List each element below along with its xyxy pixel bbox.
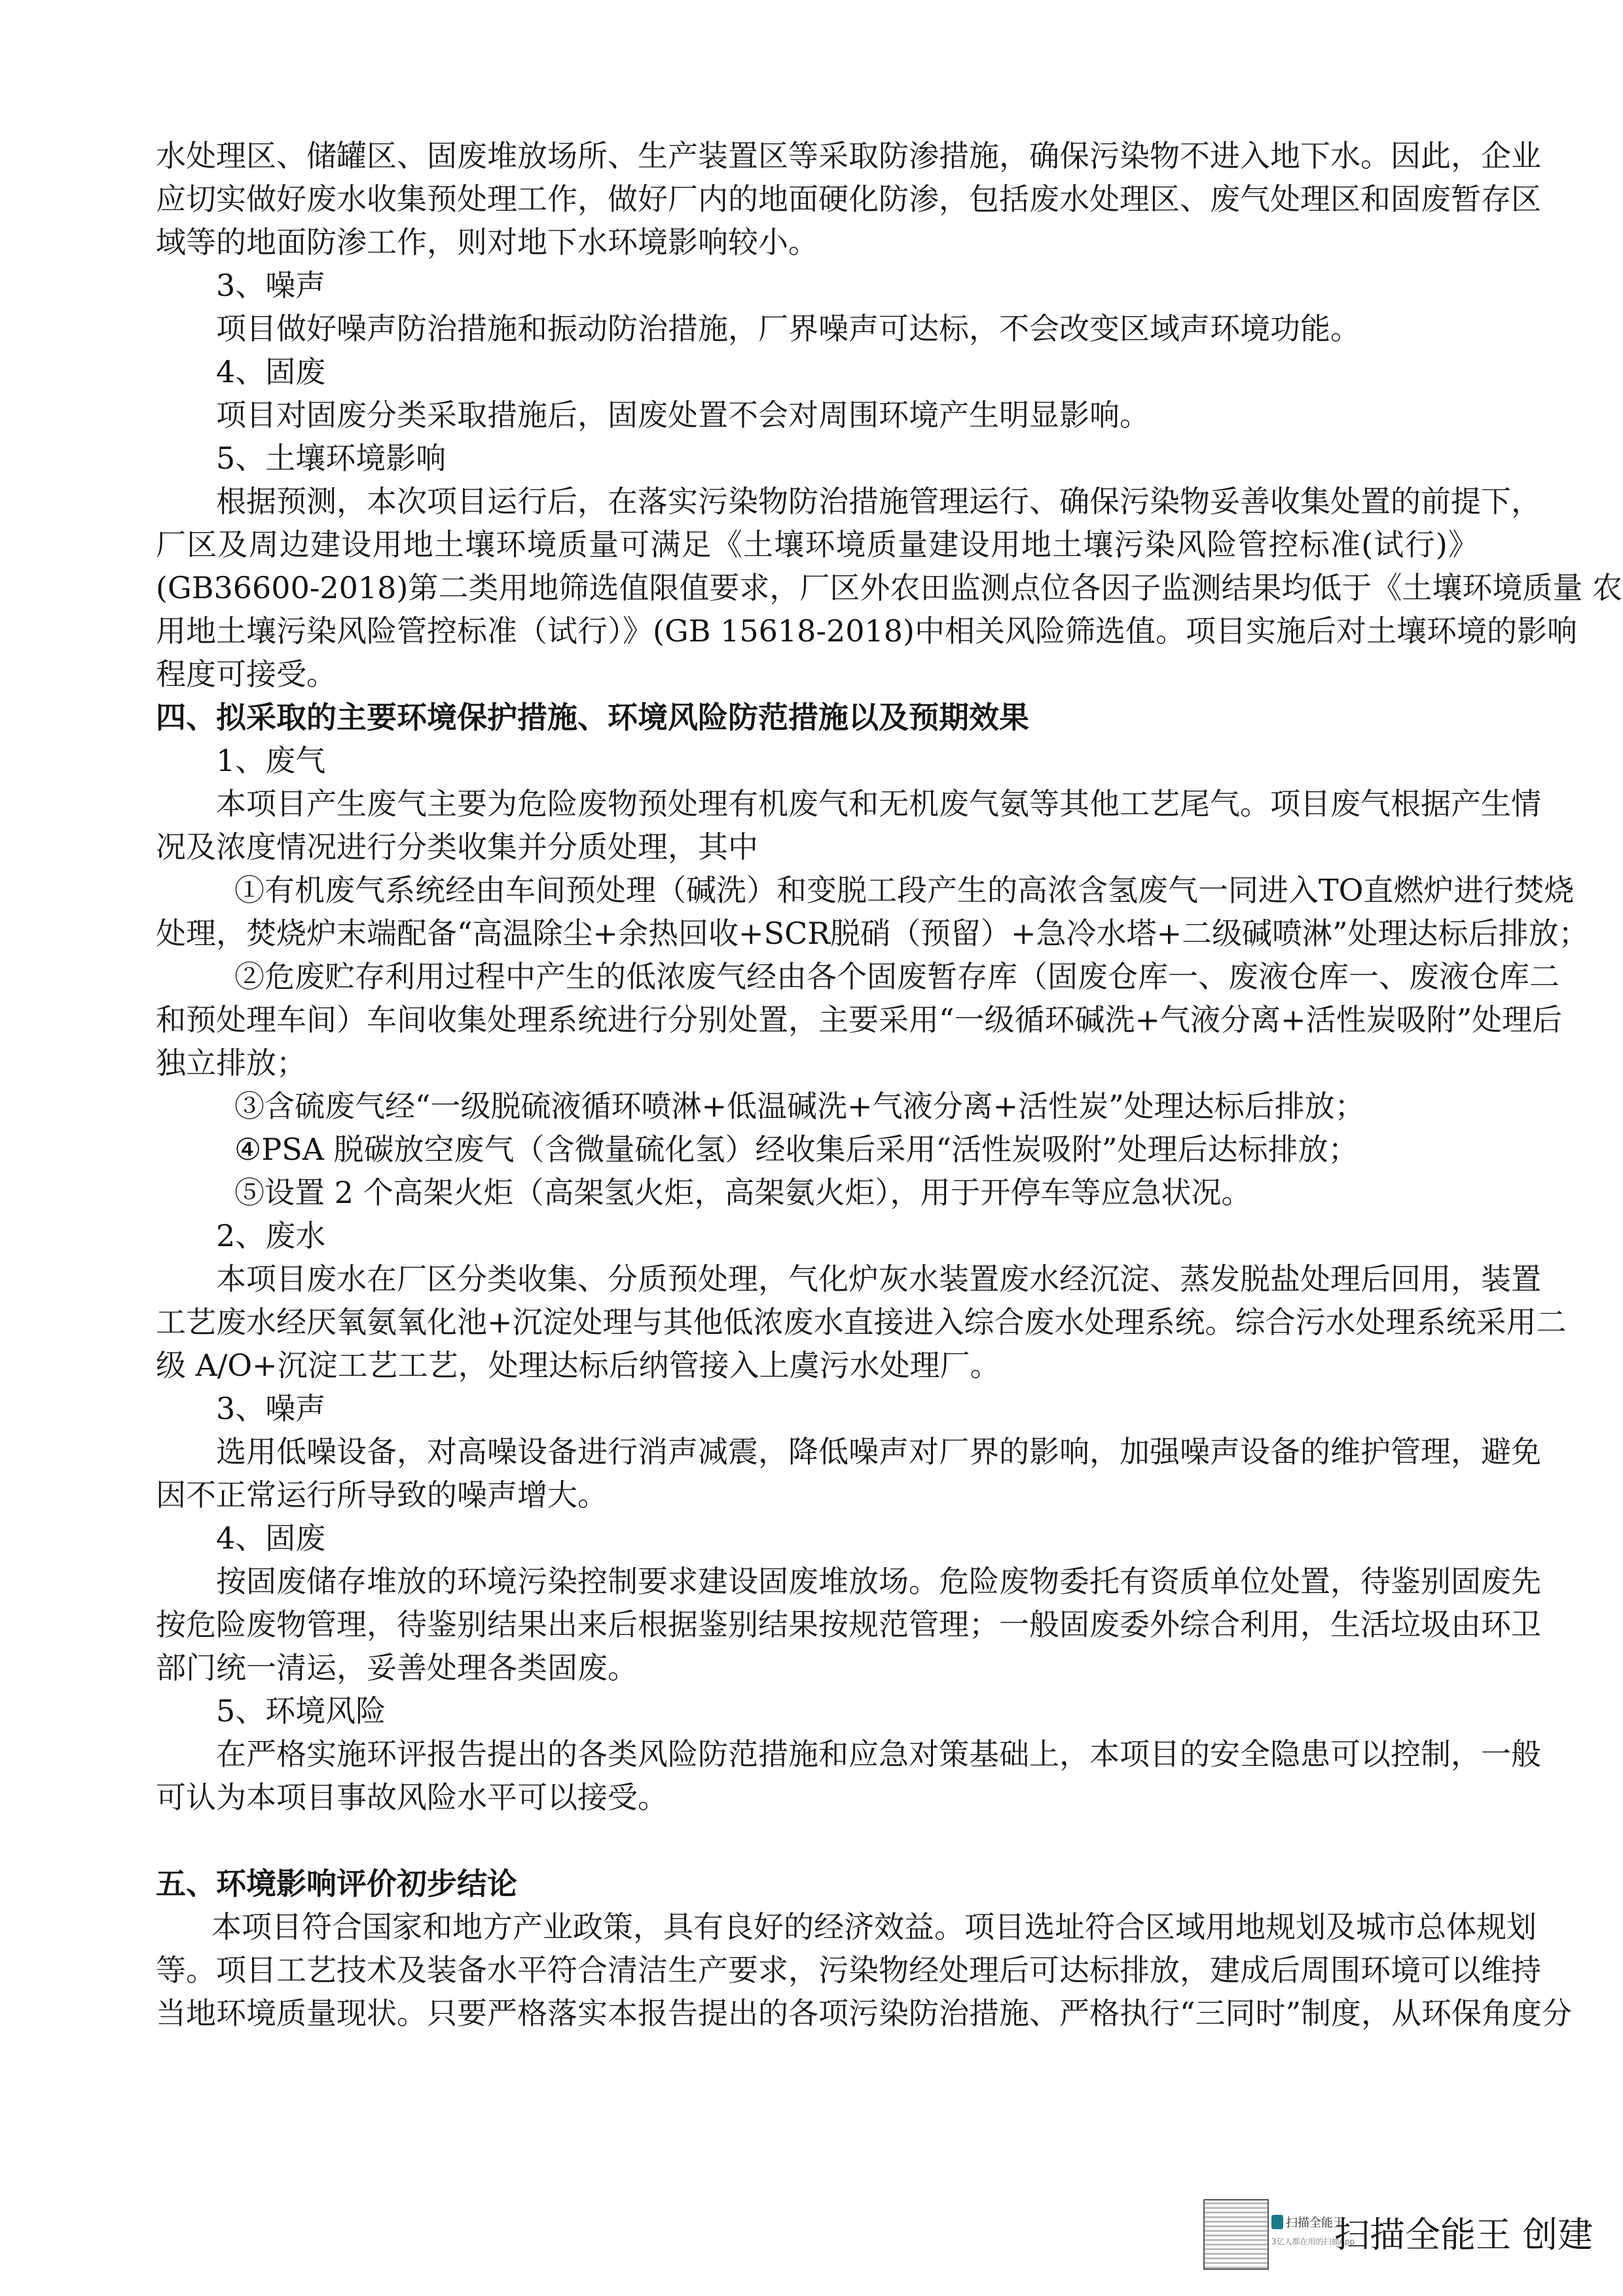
text-line: 况及浓度情况进行分类收集并分质处理，其中 [156, 829, 758, 865]
text-line: 在严格实施环评报告提出的各类风险防范措施和应急对策基础上，本项目的安全隐患可以控制，一般 [216, 1736, 1541, 1772]
text-line: 部门统一清运，妥善处理各类固废。 [156, 1650, 638, 1685]
text-line: 项目对固废分类采取措施后，固废处置不会对周围环境产生明显影响。 [216, 397, 1150, 433]
text-line: 3、噪声 [216, 268, 326, 303]
text-line: 水处理区、储罐区、固废堆放场所、生产装置区等采取防渗措施，确保污染物不进入地下水。因此，企业 [156, 138, 1541, 173]
text-line: 独立排放； [156, 1045, 306, 1081]
text-line: 按固废储存堆放的环境污染控制要求建设固废堆放场。危险废物委托有资质单位处置，待鉴别固废先 [216, 1564, 1541, 1599]
text-line: 5、土壤环境影响 [216, 440, 447, 476]
text-line: 5、环境风险 [216, 1693, 386, 1729]
app-slogan: 3亿人都在用的扫描App [1271, 2237, 1355, 2246]
text-line: ⑤设置 2 个高架火炬（高架氢火炬，高架氨火炬），用于开停车等应急状况。 [234, 1175, 1252, 1210]
text-line: 应切实做好废水收集预处理工作，做好厂内的地面硬化防渗，包括废水处理区、废气处理区和固废暂存区 [156, 181, 1541, 217]
text-line: 1、废气 [216, 743, 326, 778]
text-line: 因不正常运行所导致的噪声增大。 [156, 1477, 608, 1513]
text-line: ③含硫废气经“一级脱硫液循环喷淋+低温碱洗+气液分离+活性炭”处理达标后排放； [234, 1088, 1365, 1124]
text-line: 选用低噪设备，对高噪设备进行消声减震，降低噪声对厂界的影响，加强噪声设备的维护管理，避免 [216, 1434, 1541, 1469]
text-line: 可认为本项目事故风险水平可以接受。 [156, 1780, 668, 1815]
text-line: 域等的地面防渗工作，则对地下水环境影响较小。 [156, 224, 818, 260]
text-line: (GB36600-2018)第二类用地筛选值限值要求，厂区外农田监测点位各因子监测结果均低于《土壤环境质量 农 [156, 570, 1623, 605]
brand-text: 扫描全能王 创建 [1334, 2214, 1594, 2255]
text-line: 程度可接受。 [156, 656, 337, 692]
text-line: 按危险废物管理，待鉴别结果出来后根据鉴别结果按规范管理；一般固废委外综合利用，生活垃圾由环卫 [156, 1607, 1541, 1642]
text-line: 4、固废 [216, 1520, 326, 1556]
text-line: 当地环境质量现状。只要严格落实本报告提出的各项污染防治措施、严格执行“三同时”制度，从环保角度分 [156, 1996, 1573, 2031]
blank-line [156, 1819, 1478, 1862]
text-line: 本项目废水在厂区分类收集、分质预处理，气化炉灰水装置废水经沉淀、蒸发脱盐处理后回用，装置 [216, 1261, 1541, 1297]
text-line: ④PSA 脱碳放空废气（含微量硫化氢）经收集后采用“活性炭吸附”处理后达标排放； [234, 1132, 1359, 1167]
text-line: ②危废贮存利用过程中产生的低浓废气经由各个固废暂存库（固废仓库一、废液仓库一、废液仓库二 [234, 959, 1559, 994]
section-heading: 四、拟采取的主要环境保护措施、环境风险防范措施以及预期效果 [156, 700, 1029, 735]
section-heading: 五、环境影响评价初步结论 [156, 1866, 517, 1901]
text-line: 根据预测，本次项目运行后，在落实污染物防治措施管理运行、确保污染物妥善收集处置的前提下， [216, 484, 1541, 519]
text-line: 等。项目工艺技术及装备水平符合清洁生产要求，污染物经处理后可达标排放，建成后周围环境可以维持 [156, 1952, 1541, 1988]
text-line: 级 A/O+沉淀工艺工艺，处理达标后纳管接入上虞污水处理厂。 [156, 1348, 1000, 1383]
text-line: 厂区及周边建设用地土壤环境质量可满足《土壤环境质量建设用地土壤污染风险管控标准(试行)》 [156, 527, 1478, 562]
text-line: 本项目产生废气主要为危险废物预处理有机废气和无机废气氨等其他工艺尾气。项目废气根据产生情 [216, 786, 1541, 821]
text-line: 和预处理车间）车间收集处理系统进行分别处置，主要采用“一级循环碱洗+气液分离+活性炭吸附”处理后 [156, 1002, 1563, 1037]
text-line: 项目做好噪声防治措施和振动防治措施，厂界噪声可达标，不会改变区域声环境功能。 [216, 311, 1360, 346]
text-line: ①有机废气系统经由车间预处理（碱洗）和变脱工段产生的高浓含氢废气一同进入TO直燃炉进行焚烧 [234, 872, 1575, 908]
app-name: 扫描全能王 [1286, 2216, 1345, 2230]
text-line: 本项目符合国家和地方产业政策，具有良好的经济效益。项目选址符合区域用地规划及城市总体规划 [211, 1909, 1537, 1945]
text-line: 处理，焚烧炉末端配备“高温除尘+余热回收+SCR脱硝（预留）+急冷水塔+二级碱喷淋”处理达标后排放； [156, 916, 1589, 951]
text-line: 工艺废水经厌氧氨氧化池+沉淀处理与其他低浓废水直接进入综合废水处理系统。综合污水处理系统采用二 [156, 1304, 1567, 1340]
text-line: 4、固废 [216, 354, 326, 389]
text-line: 2、废水 [216, 1218, 326, 1253]
text-line: 用地土壤污染风险管控标准（试行）》(GB 15618-2018)中相关风险筛选值。项目实施后对土壤环境的影响 [156, 613, 1578, 649]
text-line: 3、噪声 [216, 1391, 326, 1426]
qr-code-icon [1203, 2199, 1269, 2270]
scanner-watermark [1203, 2199, 1594, 2271]
document-body [156, 134, 1623, 2035]
app-logo-icon [1271, 2215, 1283, 2229]
